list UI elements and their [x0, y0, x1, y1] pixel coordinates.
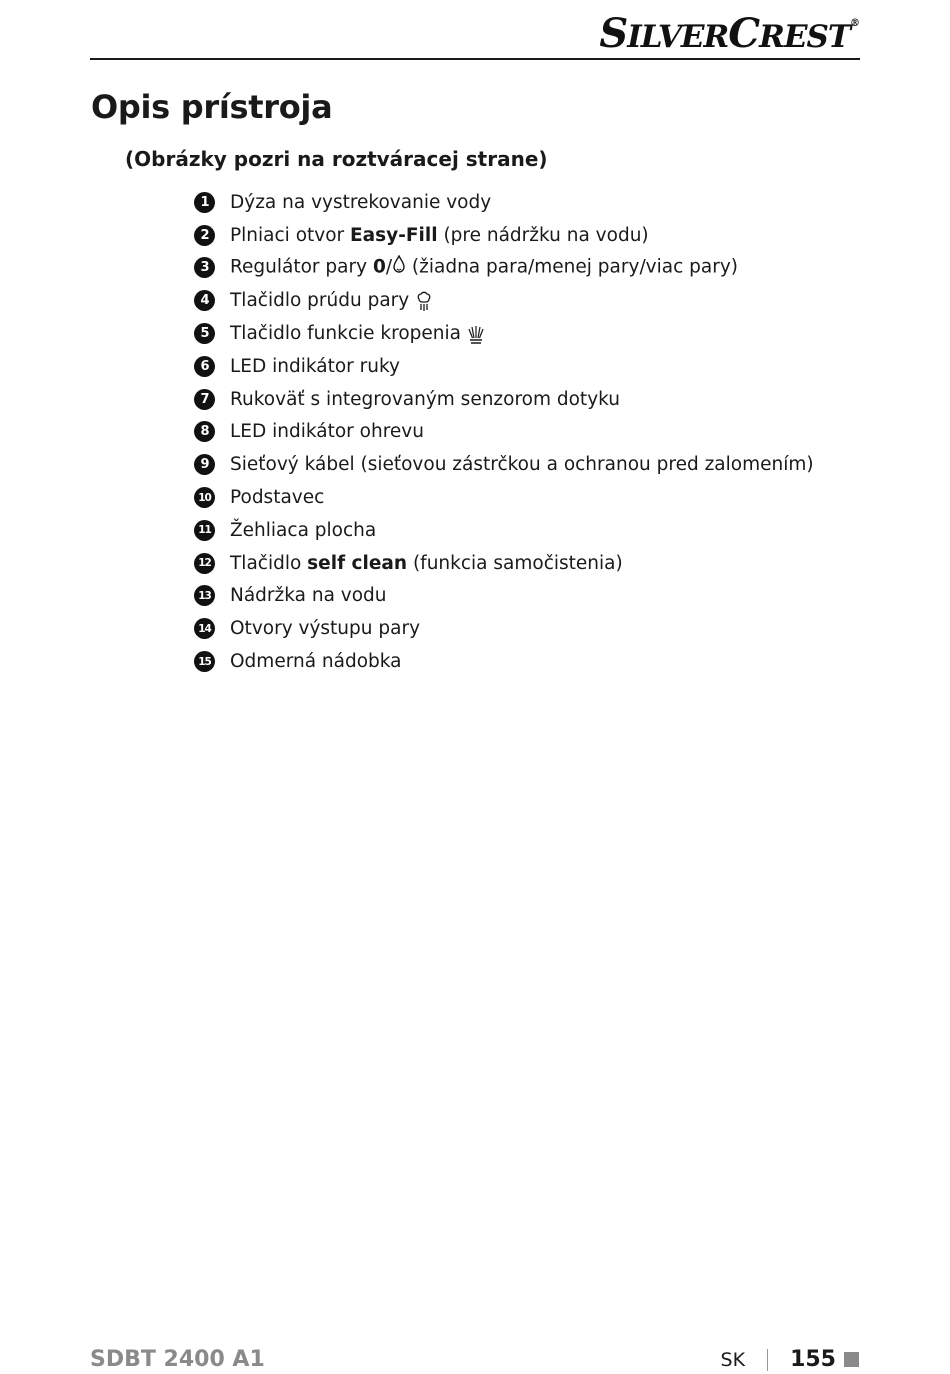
- list-item: [194, 383, 814, 416]
- part-number-badge: 11: [194, 520, 215, 541]
- part-text: Regulátor pary 0/ (žiadna para/menej pary/viac pary): [230, 255, 738, 280]
- part-number-badge: 6: [194, 356, 215, 377]
- page-subtitle: (Obrázky pozri na roztváracej strane): [125, 147, 548, 171]
- list-item: [194, 547, 814, 580]
- page-number: 155: [790, 1347, 836, 1372]
- part-number-badge: 12: [194, 553, 215, 574]
- brand-logo: SILVERCREST®: [599, 10, 859, 57]
- list-item: [194, 645, 814, 678]
- steam-drop-icon: [392, 255, 406, 280]
- part-text: Tlačidlo prúdu pary: [230, 290, 410, 312]
- list-item: [194, 481, 814, 514]
- list-item: [194, 448, 814, 481]
- part-text: Otvory výstupu pary: [230, 618, 421, 640]
- footer-right: [721, 1347, 859, 1372]
- steam-burst-icon: [415, 290, 433, 312]
- list-item: [194, 416, 814, 449]
- footer-divider: [767, 1349, 768, 1371]
- list-item: [194, 612, 814, 645]
- part-number-badge: 15: [194, 651, 215, 672]
- list-item: [194, 350, 814, 383]
- part-number-badge: 10: [194, 487, 215, 508]
- page-title: Opis prístroja: [91, 88, 333, 126]
- list-item: [194, 317, 814, 350]
- list-item: [194, 252, 814, 285]
- part-number-badge: 5: [194, 323, 215, 344]
- part-text: Podstavec: [230, 487, 325, 509]
- footer-square-icon: [844, 1352, 859, 1367]
- part-text: Dýza na vystrekovanie vody: [230, 191, 492, 213]
- part-text: Tlačidlo self clean (funkcia samočistenia): [230, 552, 623, 574]
- footer-language: SK: [720, 1348, 746, 1371]
- part-number-badge: 4: [194, 290, 215, 311]
- part-text: Plniaci otvor Easy-Fill (pre nádržku na vodu): [230, 224, 649, 246]
- header-rule: [90, 58, 860, 60]
- part-number-badge: 9: [194, 454, 215, 475]
- list-item: [194, 219, 814, 252]
- part-text: Tlačidlo funkcie kropenia: [230, 323, 461, 345]
- part-number-badge: 2: [194, 225, 215, 246]
- list-item: [194, 580, 814, 613]
- part-number-badge: 1: [194, 192, 215, 213]
- part-text: Sieťový kábel (sieťovou zástrčkou a ochranou pred zalomením): [230, 454, 814, 476]
- part-text: LED indikátor ruky: [230, 355, 400, 377]
- part-text: Odmerná nádobka: [230, 651, 402, 673]
- list-item: [194, 186, 814, 219]
- part-number-badge: 7: [194, 389, 215, 410]
- part-number-badge: 8: [194, 421, 215, 442]
- part-text: Žehliaca plocha: [230, 519, 377, 541]
- part-text: Nádržka na vodu: [230, 585, 387, 607]
- list-item: [194, 284, 814, 317]
- spray-icon: [467, 323, 485, 345]
- part-number-badge: 3: [194, 257, 215, 278]
- parts-list: [194, 186, 814, 678]
- footer-model: SDBT 2400 A1: [90, 1347, 265, 1372]
- part-text: Rukoväť s integrovaným senzorom dotyku: [230, 388, 621, 410]
- list-item: [194, 514, 814, 547]
- part-text: LED indikátor ohrevu: [230, 421, 424, 443]
- part-number-badge: 14: [194, 618, 215, 639]
- part-number-badge: 13: [194, 585, 215, 606]
